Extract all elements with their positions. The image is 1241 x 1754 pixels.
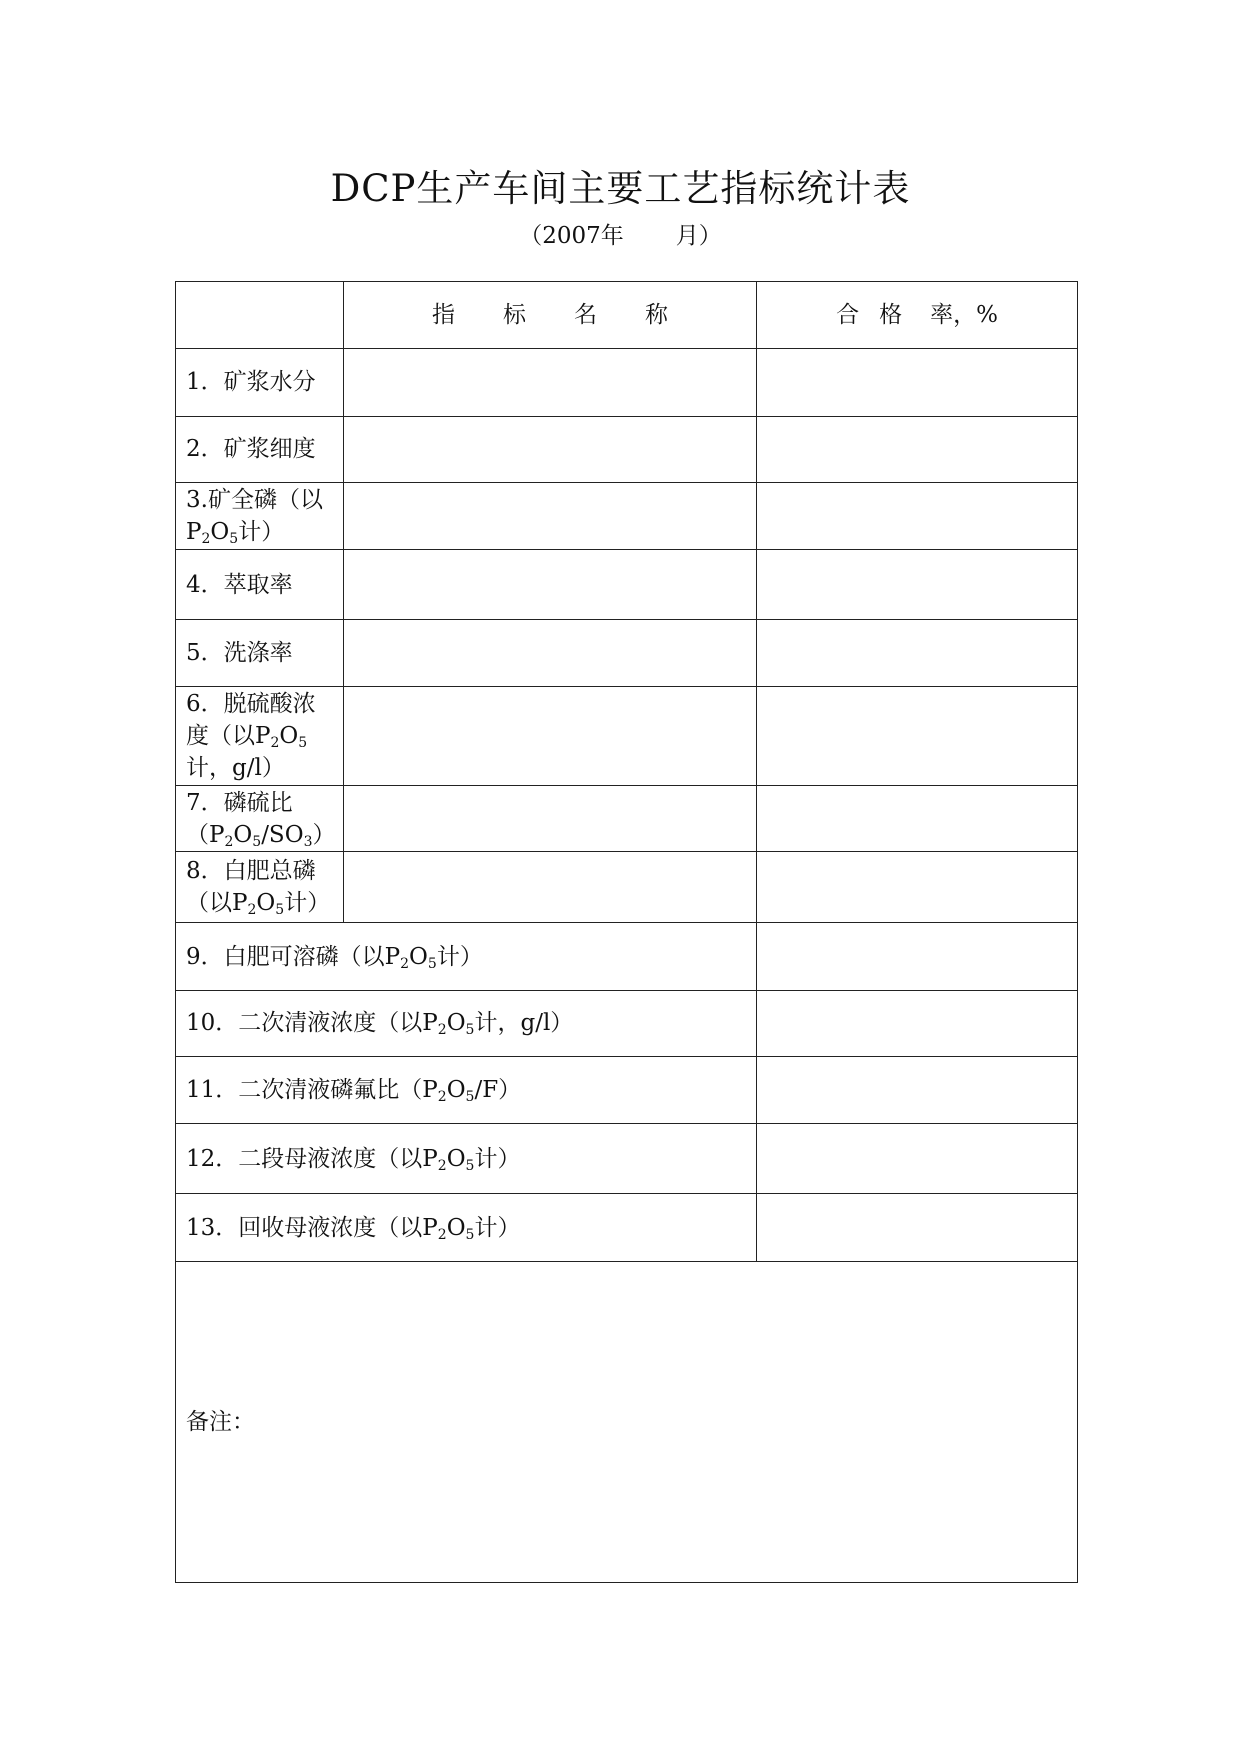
table-header-row [176,282,1078,349]
row-label-13: 13．回收母液浓度（以$P_2O_5$计） [176,1194,757,1261]
table-row [176,923,1078,990]
row-label-7: 7．磷硫比$(P_2O_5/SO_3)$ [176,785,344,851]
row-label-6: 6．脱硫酸浓度（以$P_2O_5$计，g/l） [176,686,344,785]
row-label-3: 3.矿全磷（以 $P_2O_5$计） [176,482,344,549]
pass-rate-cell[interactable] [757,416,1078,482]
table-row [176,550,1078,620]
indicator-cell[interactable] [344,852,757,923]
table-row [176,349,1078,416]
row-label-1: 1．矿浆水分 [176,349,344,416]
row-label-12: 12．二段母液浓度（以$P_2O_5$计） [176,1124,757,1194]
table-row [176,416,1078,482]
pass-rate-cell[interactable] [757,1124,1078,1194]
table-row [176,1056,1078,1123]
table-row [176,785,1078,851]
row-label-4: 4．萃取率 [176,550,344,620]
header-blank-cell [176,282,344,349]
row-label-9: 9．白肥可溶磷（以$P_2O_5$计） [176,923,757,990]
page-title: DCP生产车间主要工艺指标统计表 [330,167,911,210]
remark-row [176,1261,1078,1582]
indicator-cell[interactable] [344,550,757,620]
pass-rate-cell[interactable] [757,1056,1078,1123]
page-subtitle [0,217,1241,250]
subtitle-year: （2007年 [519,223,624,249]
pass-rate-cell[interactable] [757,620,1078,686]
pass-rate-cell[interactable] [757,550,1078,620]
row-label-10: 10．二次清液浓度（以$P_2O_5$计，g/l） [176,990,757,1056]
indicator-table [175,281,1078,1583]
pass-rate-cell[interactable] [757,923,1078,990]
subtitle-month: 月） [675,223,722,249]
pass-rate-cell[interactable] [757,990,1078,1056]
header-pass-rate [757,282,1078,349]
indicator-cell[interactable] [344,416,757,482]
table-row [176,1194,1078,1261]
header-indicator-name [344,282,757,349]
indicator-cell[interactable] [344,482,757,549]
pass-rate-cell[interactable] [757,1194,1078,1261]
row-label-8: 8．白肥总磷（以$P_2O_5$计） [176,852,344,923]
pass-rate-cell[interactable] [757,349,1078,416]
pass-rate-cell[interactable] [757,785,1078,851]
table-row [176,620,1078,686]
table-row [176,852,1078,923]
remark-label: 备注： [186,1408,255,1435]
table-row [176,990,1078,1056]
header-pass-rate-text: 合 格 率，% [836,302,998,329]
pass-rate-cell[interactable] [757,482,1078,549]
indicator-cell[interactable] [344,620,757,686]
row-label-2: 2．矿浆细度 [176,416,344,482]
pass-rate-cell[interactable] [757,852,1078,923]
indicator-cell[interactable] [344,349,757,416]
table-row [176,482,1078,549]
indicator-cell[interactable] [344,785,757,851]
remark-cell[interactable] [176,1261,1078,1582]
row-label-5: 5．洗涤率 [176,620,344,686]
table-row [176,1124,1078,1194]
pass-rate-cell[interactable] [757,686,1078,785]
indicator-cell[interactable] [344,686,757,785]
table-row [176,686,1078,785]
header-indicator-name-text: 指 标 名 称 [432,302,668,329]
row-label-11: 11．二次清液磷氟比$(P_2O_5/F)$ [176,1056,757,1123]
